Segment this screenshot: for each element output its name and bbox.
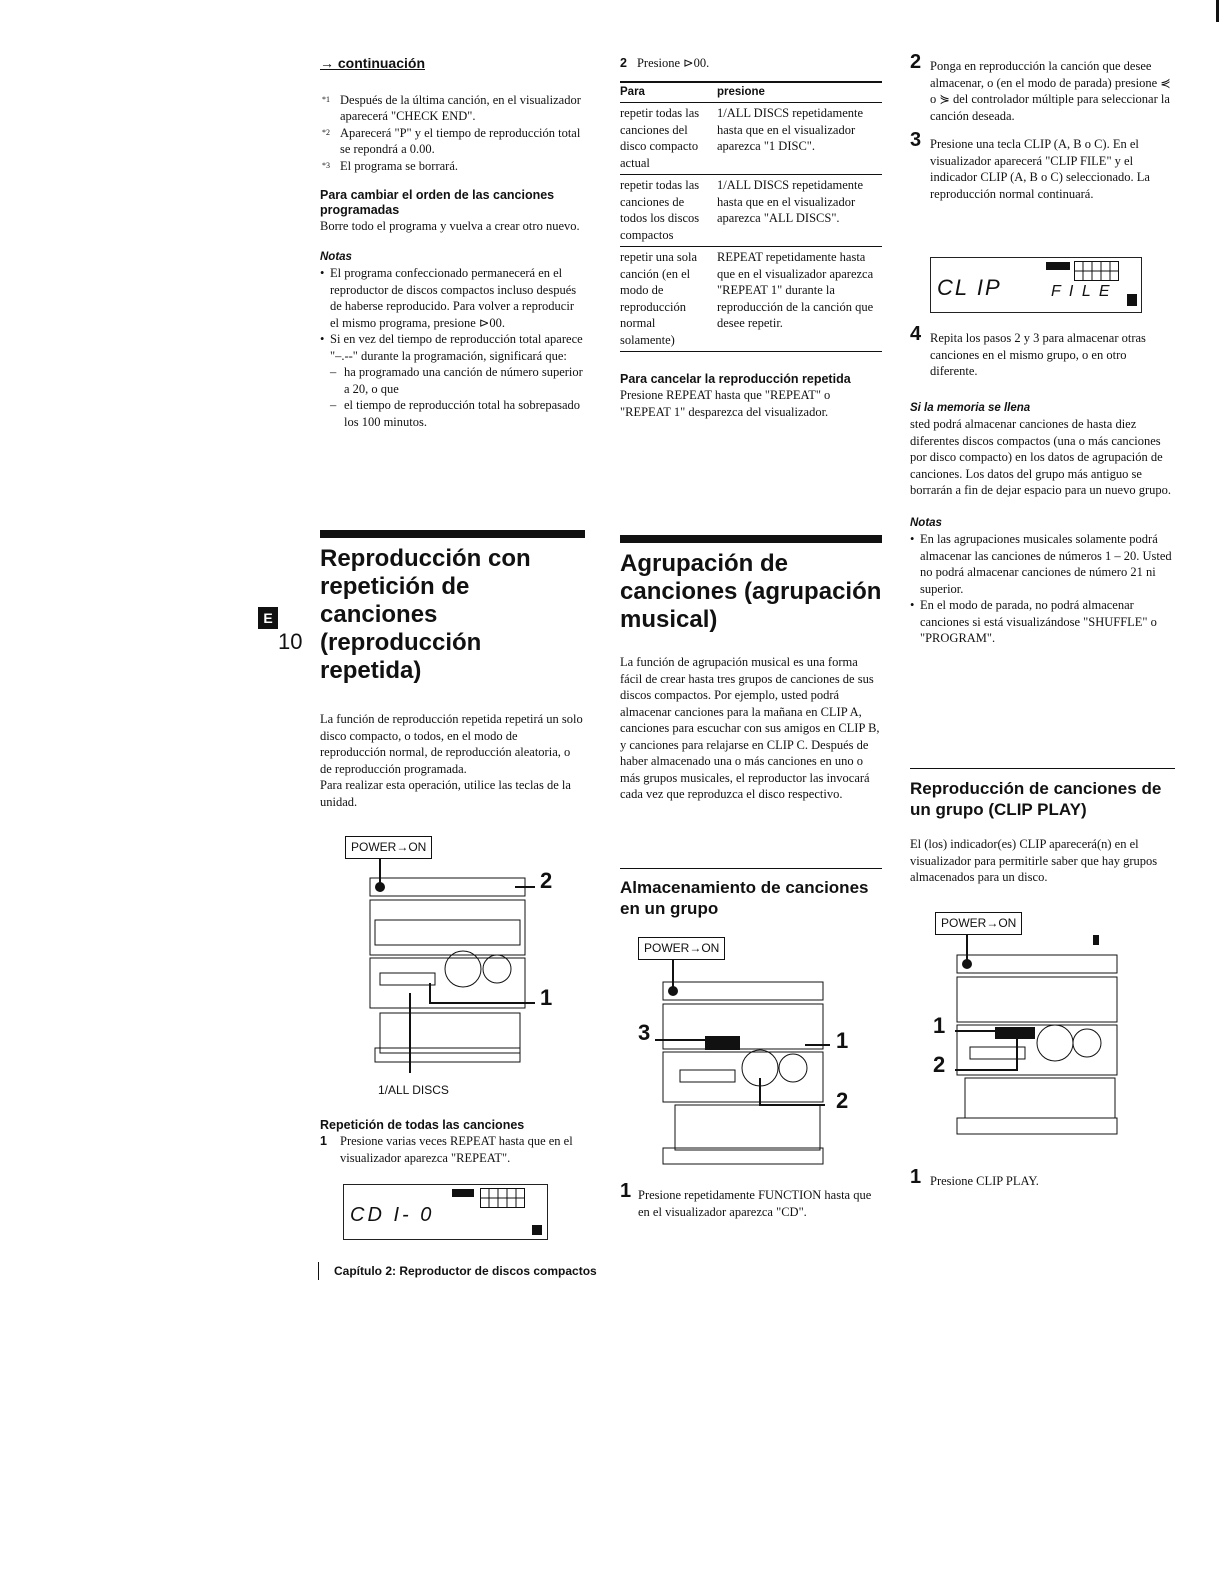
change-order-text: Borre todo el programa y vuelva a crear otro nuevo. [320,219,580,233]
page-number: 10 [278,629,303,654]
footnotes [320,92,585,175]
lcd-level-icon [1127,294,1137,306]
continuation-label: → continuación [320,55,425,71]
chapter-footer: Capítulo 2: Reproductor de discos compactos [334,1264,597,1278]
notes-heading: Notas [320,250,352,263]
step-3-store: 3 Presione una tecla CLIP (A, B o C). En el visualizador aparecerá "CLIP FILE" y el indicador CLIP (A, B o C) seleccionado. La reproducción normal continuará. [910,129,1150,201]
column-1-top [320,55,585,430]
repeat-all-block [320,1118,585,1166]
memory-text: sted podrá almacenar canciones de hasta diez diferentes discos compactos (una o más canciones por disco compacto) en los datos de agrupación de canciones. Los datos del grupo más antiguo se borrarán a fin de dejar espacio para un nuevo grupo. [910,417,1171,497]
section-1-intro-1: La función de reproducción repetida repetirá un solo disco compacto, o todos, en el modo de reproducción normal, de reproducción aleatoria, o de reproducción programada. [320,712,583,776]
note-2: • Si en vez del tiempo de reproducción total aparece "–.--" durante la programación, significará que: – ha programado una canción de número superior a 20, o que – el tiempo de reproducción total ha sobrepasado los 100 minutos. [320,331,585,430]
repeat-table [620,82,882,353]
cancel-heading: Para cancelar la reproducción repetida [620,372,851,386]
repeat-step-1: 1 Presione varias veces REPEAT hasta que en el visualizador aparezca "REPEAT". [320,1134,573,1165]
stereo-illustration-2 [655,960,830,1180]
notes-list-2 [910,531,1175,647]
lcd-level-icon [532,1225,542,1235]
step-2-press: 2 Presione ⊳00. [620,56,710,70]
language-tab: E [258,607,278,629]
section-3-title: Reproducción de canciones de un grupo (CLIP PLAY) [910,779,1162,819]
section-1-intro-2: Para realizar esta operación, utilice las teclas de la unidad. [320,778,571,809]
footer-rule [318,1262,319,1280]
callout-1: 1 [540,985,553,1010]
section-1-rule [320,530,585,538]
footnote-3: *3 El programa se borrará. [322,158,458,173]
column-3-mid [910,323,1175,647]
note-clip-1: • En las agrupaciones musicales solamente podrá almacenar las canciones de números 1 – 20. Usted no podrá almacenar canciones de número 21 ni superior. [910,531,1175,597]
section-2 [620,550,882,803]
repeat-all-heading: Repetición de todas las canciones [320,1118,525,1132]
table-header-presione: presione [717,82,882,103]
clip-store-step-1 [620,1180,882,1220]
footnote-2: *2 Aparecerá "P" y el tiempo de reproducción total se repondrá a 0.00. [322,125,581,156]
clip-file-display [930,257,1142,313]
lcd-grid-icon [480,1188,525,1208]
clip-play-step-1 [910,1166,1175,1190]
all-discs-label: 1/ALL DISCS [378,1083,449,1097]
section-2-sub [620,877,882,919]
power-on-label-2: POWER→ON [638,937,725,960]
note-clip-2: • En el modo de parada, no podrá almacenar canciones si está visualizándose "SHUFFLE" o "PROGRAM". [910,597,1175,647]
note-1: • El programa confeccionado permanecerá en el reproductor de discos compactos incluso después de haberse reproducido. Para volver a reproducir el mismo programa, presione ⊳00. [320,265,585,331]
section-2-intro: La función de agrupación musical es una forma fácil de crear hasta tres grupos de canciones de sus discos compactos. Por ejemplo, usted podrá almacenar canciones para la mañana en CLIP A, canciones para escuchar con sus amigos en CLIP B, y canciones para relajarse en CLIP C. Después de haber almacenado una o más canciones en uno o más grupos musicales, el reproductor las invocará cada vez que reproduzca el disco respectivo. [620,655,880,801]
table-row: repetir todas las canciones del disco compacto actual 1/ALL DISCS repetidamente hasta que en el visualizador aparezca "1 DISC". [620,103,882,175]
repeat-display [343,1184,548,1240]
lcd-file-text: F I L E [1051,283,1112,300]
stereo-illustration-1 [365,858,535,1078]
section-3 [910,778,1175,886]
section-3-intro: El (los) indicador(es) CLIP aparecerá(n) en el visualizador para permitirle saber que hay grupos almacenados para un disco. [910,837,1158,884]
footnote-1: *1 Después de la última canción, en el visualizador aparecerá "CHECK END". [322,92,581,123]
notes-heading-2: Notas [910,516,942,529]
section-2-subtitle: Almacenamiento de canciones en un grupo [620,878,869,918]
play-step-1: 1 Presione CLIP PLAY. [910,1166,1039,1188]
power-on-label-1: POWER→ON [345,836,432,859]
notes-list [320,265,585,430]
cancel-text: Presione REPEAT hasta que "REPEAT" o "REPEAT 1" desparezca del visualizador. [620,388,831,419]
lcd-clip-text: CL IP [937,275,1002,300]
step-2-store: 2 Ponga en reproducción la canción que desee almacenar, o (en el modo de parada) presione ⋞ o ⋟ del controlador múltiple para seleccionar la canción deseada. [910,51,1171,123]
note-2-item-1: – ha programado una canción de número superior a 20, o que [330,364,585,397]
power-on-label-3: POWER→ON [935,912,1022,935]
callout-3: 3 [638,1020,651,1045]
section-2-title: Agrupación de canciones (agrupación musical) [620,550,882,633]
callout-1c: 1 [933,1013,946,1038]
table-row: repetir una sola canción (en el modo de reproducción normal solamente) REPEAT repetidamente hasta que en el visualizador aparezca "REPEAT 1" durante la reproducción de la canción que desee repetir. [620,247,882,352]
step-4-store: 4 Repita los pasos 2 y 3 para almacenar otras canciones en el mismo grupo, o en otro diferente. [910,323,1146,378]
lcd-repeat-text: CD I- 0 [350,1204,435,1226]
section-1 [320,545,585,810]
memory-heading: Si la memoria se llena [910,401,1031,414]
section-2-sub-rule [620,868,882,869]
note-2-item-2: – el tiempo de reproducción total ha sobrepasado los 100 minutos. [330,397,585,430]
change-order-heading: Para cambiar el orden de las canciones programadas [320,188,555,217]
table-row: repetir todas las canciones de todos los discos compactos 1/ALL DISCS repetidamente hasta que en el visualizador aparezca "ALL DISCS". [620,175,882,247]
stereo-illustration-3 [955,935,1130,1150]
lcd-indicator-icon [452,1189,474,1197]
section-1-title: Reproducción con repetición de canciones (reproducción repetida) [320,545,531,684]
callout-2b: 2 [836,1088,849,1113]
column-3-top [910,51,1175,202]
lcd-indicator-icon [1046,262,1070,270]
lcd-grid-icon [1074,261,1119,281]
table-header-para: Para [620,82,717,103]
callout-2: 2 [540,868,553,893]
section-2-rule [620,535,882,543]
store-step-1: 1 Presione repetidamente FUNCTION hasta que en el visualizador aparezca "CD". [620,1180,872,1219]
page-edge-mark [1216,0,1219,22]
callout-1b: 1 [836,1028,849,1053]
callout-2c: 2 [933,1052,946,1077]
section-3-rule [910,768,1175,769]
column-2-top [620,55,882,420]
